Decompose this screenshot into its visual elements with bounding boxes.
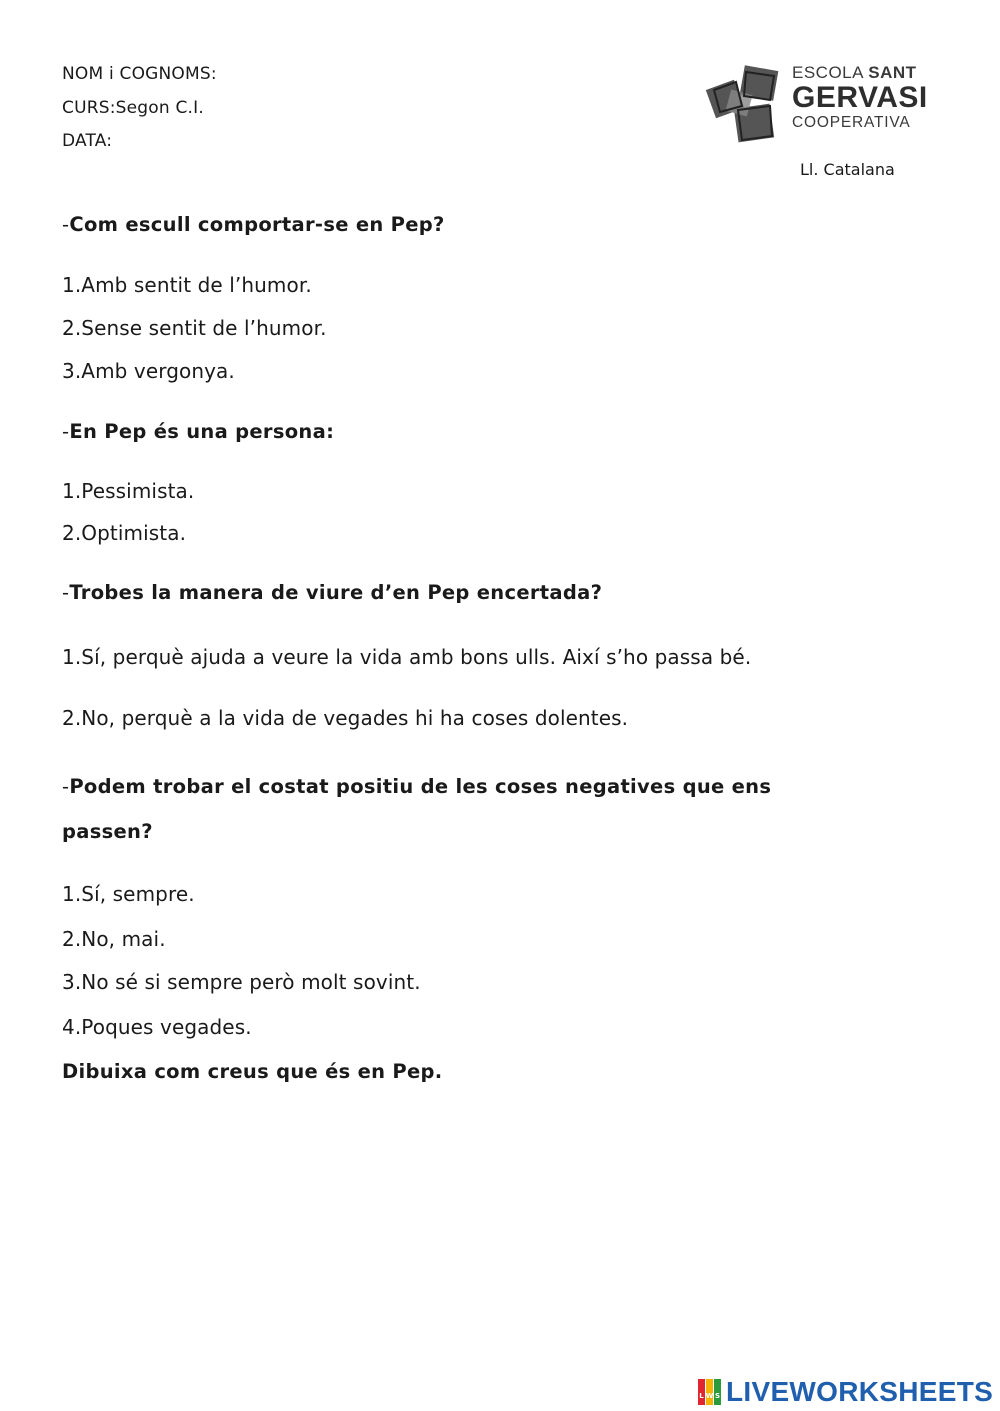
question-1-option-1[interactable]: 1.Amb sentit de l’humor.	[62, 273, 312, 297]
question-4-option-4[interactable]: 4.Poques vegades.	[62, 1015, 252, 1039]
school-name	[792, 64, 928, 131]
liveworksheets-brand[interactable]: LIVEWORKSHEETS	[726, 1376, 994, 1407]
svg-text:W: W	[705, 1392, 714, 1400]
question-1-option-3[interactable]: 3.Amb vergonya.	[62, 359, 235, 383]
question-4-line-2: passen?	[62, 820, 153, 843]
question-dash: -	[62, 213, 70, 236]
school-name-gervasi: GERVASI	[792, 81, 928, 114]
svg-text:S: S	[714, 1392, 721, 1400]
svg-text:L: L	[699, 1392, 704, 1400]
school-emblem-icon	[706, 62, 786, 146]
question-4-option-3[interactable]: 3.No sé si sempre però molt sovint.	[62, 970, 421, 994]
question-dash: -	[62, 775, 70, 798]
question-4-option-2[interactable]: 2.No, mai.	[62, 927, 166, 951]
course-label: CURS:Segon C.I.	[62, 98, 204, 118]
question-text: Trobes la manera de viure d’en Pep encertada?	[69, 581, 603, 604]
final-instruction: Dibuixa com creus que és en Pep.	[62, 1060, 443, 1083]
question-dash: -	[62, 420, 70, 443]
subject-label: Ll. Catalana	[800, 160, 895, 179]
question-text: Com escull comportar-se en Pep?	[69, 213, 445, 236]
question-text: Podem trobar el costat positiu de les coses negatives que ens	[69, 775, 772, 798]
question-1-option-2[interactable]: 2.Sense sentit de l’humor.	[62, 316, 327, 340]
school-name-sant: SANT	[868, 63, 917, 82]
school-logo	[706, 62, 926, 146]
question-2-option-1[interactable]: 1.Pessimista.	[62, 479, 195, 503]
school-name-cooperativa: COOPERATIVA	[792, 114, 911, 131]
name-label: NOM i COGNOMS:	[62, 64, 217, 84]
question-3-option-1[interactable]: 1.Sí, perquè ajuda a veure la vida amb bons ulls. Així s’ho passa bé.	[62, 645, 752, 669]
question-text: En Pep és una persona:	[69, 420, 335, 443]
date-label: DATA:	[62, 131, 113, 151]
liveworksheets-logo	[698, 1376, 993, 1408]
school-name-escola: ESCOLA	[792, 63, 869, 82]
question-dash: -	[62, 581, 70, 604]
liveworksheets-icon	[698, 1379, 722, 1405]
question-2-option-2[interactable]: 2.Optimista.	[62, 521, 187, 545]
question-4-option-1[interactable]: 1.Sí, sempre.	[62, 882, 195, 906]
question-3	[62, 581, 602, 604]
question-3-option-2[interactable]: 2.No, perquè a la vida de vegades hi ha coses dolentes.	[62, 706, 629, 730]
question-1	[62, 213, 445, 236]
question-4	[62, 775, 771, 798]
question-2	[62, 420, 334, 443]
